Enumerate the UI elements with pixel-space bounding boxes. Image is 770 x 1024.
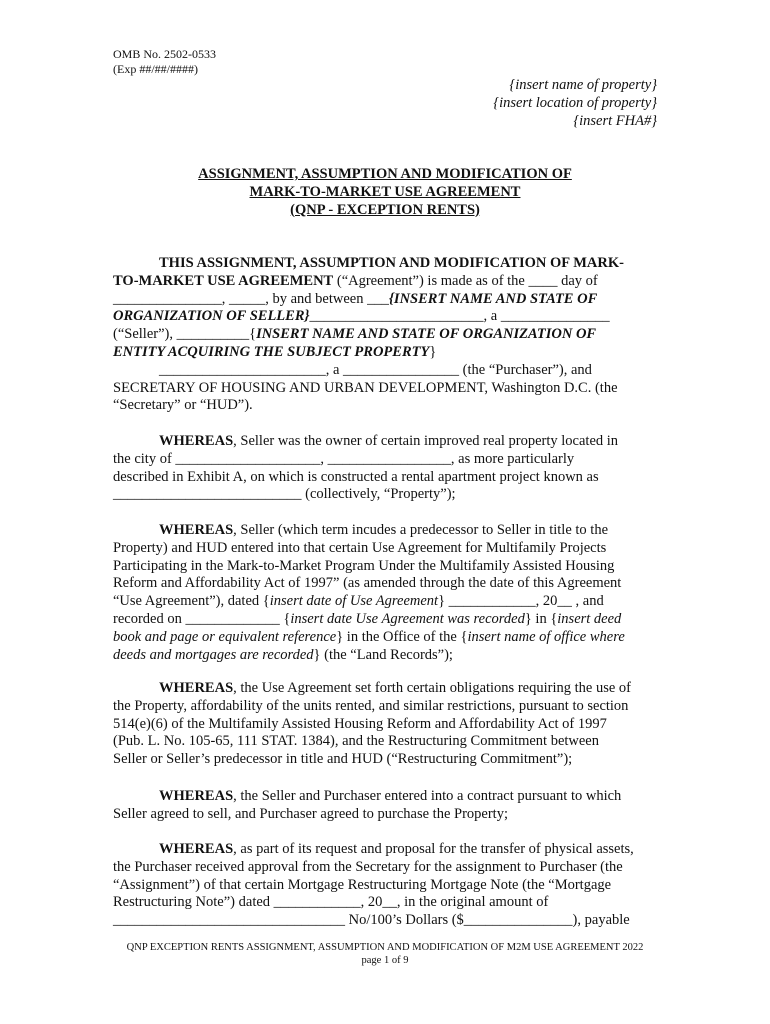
whereas-contract-paragraph — [113, 788, 657, 824]
text-span: , the Seller and Purchaser entered into a contract pursuant to which — [233, 788, 622, 804]
whereas-label: WHEREAS — [159, 841, 234, 857]
text-span: INSERT NAME AND STATE OF ORGANIZATION OF — [256, 326, 597, 343]
text-line: Participating in the Mark-to-Market Program Under the Multifamily Assisted Housing — [113, 557, 615, 574]
text-line: ________________________________ No/100’s Dollars ($_______________), payable — [113, 912, 630, 929]
omb-header — [113, 47, 216, 77]
whereas-label: WHEREAS — [159, 522, 234, 538]
property-location-placeholder: {insert location of property} — [493, 94, 657, 111]
text-line: Reform and Affordability Act of 1997” (as amended through the date of this Agreement — [113, 575, 622, 592]
text-span: ENTITY ACQUIRING THE SUBJECT PROPERTY — [113, 343, 430, 360]
text-span: } ____________, 20__ , and — [438, 593, 604, 610]
text-span: (“Agreement”) is made as of the ____ day of — [333, 272, 598, 289]
footer-title: QNP EXCEPTION RENTS ASSIGNMENT, ASSUMPTION AND MODIFICATION OF M2M USE AGREEMENT 2022 — [126, 942, 644, 953]
text-line: THIS ASSIGNMENT, ASSUMPTION AND MODIFICATION OF MARK- — [159, 255, 624, 271]
text-line: __________________________ (collectively, “Property”); — [113, 486, 456, 503]
text-span: {INSERT NAME AND STATE OF — [388, 290, 598, 307]
whereas-assignment-paragraph — [113, 841, 657, 930]
text-span: } (the “Land Records”); — [313, 646, 453, 663]
text-span: } in the Office of the { — [336, 628, 468, 645]
document-title — [113, 166, 657, 219]
omb-expiration: (Exp ##/##/####) — [113, 62, 198, 76]
text-span: _______________, _____, by and between ___ — [113, 290, 389, 307]
text-line: (Pub. L. No. 105-65, 111 STAT. 1384), and the Restructuring Commitment between — [113, 733, 599, 750]
text-span: , Seller (which term incudes a predecessor to Seller in title to the — [233, 522, 609, 538]
whereas-use-agreement-paragraph — [113, 522, 657, 664]
text-line: “Assignment”) of that certain Mortgage Restructuring Mortgage Note (the “Mortgage — [113, 876, 612, 893]
text-span: “Use Agreement”), dated { — [113, 593, 270, 610]
property-placeholders — [493, 77, 657, 130]
omb-number: OMB No. 2502-0533 — [113, 47, 217, 61]
text-line: Property) and HUD entered into that certain Use Agreement for Multifamily Projects — [113, 539, 607, 556]
text-span: insert deed — [557, 610, 622, 627]
text-span: book and page or equivalent reference — [113, 628, 337, 645]
fha-number-placeholder: {insert FHA#} — [573, 112, 657, 129]
whereas-obligations-paragraph — [113, 680, 657, 769]
text-line: Restructuring Note”) dated ____________, 20__, in the original amount of — [113, 894, 549, 911]
text-span: , Seller was the owner of certain improved real property located in — [233, 433, 619, 449]
text-span: } — [429, 343, 437, 360]
text-span: , as part of its request and proposal for the transfer of physical assets, — [233, 841, 634, 857]
text-span: insert name of office where — [467, 628, 625, 645]
text-line: Seller or Seller’s predecessor in title and HUD (“Restructuring Commitment”); — [113, 751, 573, 768]
text-span: , the Use Agreement set forth certain obligations requiring the use of — [233, 680, 631, 696]
text-span: insert date Use Agreement was recorded — [290, 610, 525, 627]
text-span: ________________________, a _______________ — [309, 308, 610, 325]
whereas-label: WHEREAS — [159, 680, 234, 696]
property-name-placeholder: {insert name of property} — [509, 77, 657, 93]
text-line: described in Exhibit A, on which is constructed a rental apartment project known as — [113, 468, 599, 485]
whereas-property-paragraph — [113, 433, 657, 504]
text-span: recorded on _____________ { — [113, 610, 291, 627]
text-span: (“Seller”), __________{ — [113, 326, 257, 343]
whereas-label: WHEREAS — [159, 788, 234, 804]
whereas-label: WHEREAS — [159, 433, 234, 449]
text-span: insert date of Use Agreement — [269, 593, 439, 610]
text-line: the Purchaser received approval from the Secretary for the assignment to Purchaser (the — [113, 858, 623, 875]
text-span: TO-MARKET USE AGREEMENT — [113, 272, 334, 289]
text-line: the city of ____________________, _________________, as more particularly — [113, 450, 575, 467]
intro-paragraph — [113, 255, 657, 415]
page-number: page 1 of 9 — [361, 955, 409, 966]
text-line: SECRETARY OF HOUSING AND URBAN DEVELOPMENT, Washington D.C. (the — [113, 379, 618, 396]
text-span: deeds and mortgages are recorded — [113, 646, 314, 663]
text-span: ORGANIZATION OF SELLER} — [113, 308, 310, 325]
title-line: MARK-TO-MARKET USE AGREEMENT — [249, 183, 521, 200]
text-line: the Property, affordability of the units rented, and similar restrictions, pursuant to section — [113, 697, 629, 714]
text-span: } in { — [524, 610, 558, 627]
page-footer — [0, 941, 770, 967]
text-line: “Secretary” or “HUD”). — [113, 397, 253, 414]
title-line: ASSIGNMENT, ASSUMPTION AND MODIFICATION OF — [198, 166, 572, 182]
text-line: 514(e)(6) of the Multifamily Assisted Housing Reform and Affordability Act of 1997 — [113, 715, 607, 732]
text-line: _______________________, a ________________ (the “Purchaser”), and — [159, 361, 592, 378]
text-line: Seller agreed to sell, and Purchaser agreed to purchase the Property; — [113, 805, 508, 822]
title-line: (QNP - EXCEPTION RENTS) — [290, 201, 480, 218]
